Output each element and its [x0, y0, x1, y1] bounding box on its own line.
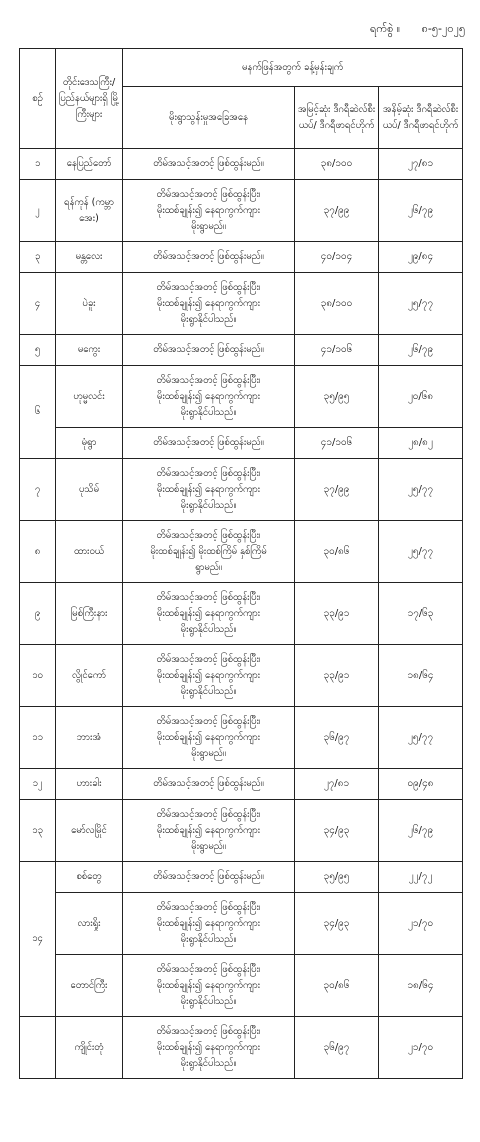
table-row: [20, 366, 463, 428]
condition-line: မိုးထစ်ချုန်း၍ နေရာကွက်ကျား: [156, 1041, 261, 1053]
table-row: [20, 180, 463, 242]
condition-line: မိုးထစ်ချုန်း၍ နေရာကွက်ကျား: [156, 483, 261, 495]
min-temp: ၂၇/၈၁: [379, 149, 463, 180]
max-temp: ၃၅/၉၅: [295, 366, 379, 428]
condition-line: တိမ်အသင့်အတင့် ဖြစ်ထွန်းမည်။: [153, 344, 264, 355]
weather-condition: [123, 645, 295, 707]
condition-line: ရွာမည်။: [195, 561, 222, 573]
condition-line: မိုးရွာနိုင်ပါသည်။: [180, 1057, 237, 1069]
condition-line: တိမ်အသင့်အတင့် ဖြစ်ထွန်းမည်။: [153, 871, 264, 882]
table-row: [20, 273, 463, 335]
forecast-table: [19, 48, 463, 1079]
condition-line: မိုးရွာမည်။: [191, 220, 226, 232]
row-number: ၆: [20, 366, 56, 459]
min-temp: ၂၅/၇၇: [379, 459, 463, 521]
min-temp: ၂၆/၇၉: [379, 335, 463, 366]
table-row: [20, 242, 463, 273]
weather-condition: [123, 521, 295, 583]
min-temp: ၂၆/၇၉: [379, 180, 463, 242]
condition-line: မိုးထစ်ချုန်း၍ မိုးထစ်ကြိမ် နှစ်ကြိမ်: [150, 545, 267, 557]
city-name: ပဲခူး: [56, 273, 123, 335]
condition-line: မိုးရွာနိုင်ပါသည်။: [180, 995, 237, 1007]
condition-line: မိုးရွာမည်။: [191, 840, 226, 852]
weather-condition: [123, 335, 295, 366]
min-temp: ၁၇/၆၃: [379, 583, 463, 645]
condition-line: မိုးထစ်ချုန်း၍ နေရာကွက်ကျား: [156, 390, 261, 402]
table-row: [20, 459, 463, 521]
table-row: [20, 1017, 463, 1079]
max-temp: ၃၇/၉၉: [295, 180, 379, 242]
weather-condition: [123, 459, 295, 521]
max-temp: ၄၀/၁၀၄: [295, 242, 379, 273]
row-number: ၇: [20, 459, 56, 521]
min-temp: ၁၈/၆၄: [379, 645, 463, 707]
min-temp: ၂၅/၇၇: [379, 707, 463, 769]
table-row: [20, 428, 463, 459]
row-number: ၁: [20, 149, 56, 180]
condition-line: တိမ်အသင့်အတင့် ဖြစ်ထွန်းပြီး၊: [156, 467, 261, 479]
row-number: ၁၂: [20, 769, 56, 800]
condition-line: မိုးထစ်ချုန်း၍ နေရာကွက်ကျား: [156, 607, 261, 619]
city-name: တောင်ကြီး: [56, 955, 123, 1017]
max-temp: ၄၁/၁၀၆: [295, 428, 379, 459]
header-no: စဉ်: [20, 49, 56, 149]
row-number: [20, 1017, 56, 1079]
city-name: ကျိုင်းတုံ: [56, 1017, 123, 1079]
table-row: [20, 583, 463, 645]
condition-line: မိုးထစ်ချုန်း၍ နေရာကွက်ကျား: [156, 669, 261, 681]
city-name: ပုသိမ်: [56, 459, 123, 521]
condition-line: တိမ်အသင့်အတင့် ဖြစ်ထွန်းပြီး၊: [156, 963, 261, 975]
date-label: ရက်စွဲ ။: [370, 22, 401, 35]
city-name: ထားဝယ်: [56, 521, 123, 583]
condition-line: တိမ်အသင့်အတင့် ဖြစ်ထွန်းမည်။: [153, 778, 264, 789]
row-number: ၁၁: [20, 707, 56, 769]
condition-line: မိုးရွာနိုင်ပါသည်။: [180, 406, 237, 418]
row-number: ၈: [20, 521, 56, 583]
row-number: ၁၀: [20, 645, 56, 707]
condition-line: မိုးထစ်ချုန်း၍ နေရာကွက်ကျား: [156, 297, 261, 309]
condition-line: တိမ်အသင့်အတင့် ဖြစ်ထွန်းပြီး၊: [156, 653, 261, 665]
city-name: နေပြည်တော်: [56, 149, 123, 180]
city-name: စစ်တွေ: [56, 862, 123, 893]
city-name: မြစ်ကြီးနား: [56, 583, 123, 645]
row-number: ၄: [20, 273, 56, 335]
weather-condition: [123, 242, 295, 273]
row-number: ၁၃: [20, 800, 56, 862]
header-max-temp: အမြင့်ဆုံး ဒီဂရီဆဲလ်စီးယပ်/ ဒီဂရီဖာရင်ဟိုက်: [295, 87, 379, 149]
table-row: [20, 800, 463, 862]
max-temp: ၃၈/၁၀၀: [295, 273, 379, 335]
min-temp: ၂၁/၇၀: [379, 1017, 463, 1079]
weather-condition: [123, 273, 295, 335]
city-name: မကွေး: [56, 335, 123, 366]
condition-line: မိုးရွာနိုင်ပါသည်။: [180, 623, 237, 635]
row-number: ၃: [20, 242, 56, 273]
max-temp: ၃၄/၉၃: [295, 893, 379, 955]
condition-line: တိမ်အသင့်အတင့် ဖြစ်ထွန်းမည်။: [153, 437, 264, 448]
table-row: [20, 862, 463, 893]
table-row: [20, 955, 463, 1017]
min-temp: ၂၈/၈၂: [379, 428, 463, 459]
max-temp: ၃၃/၉၁: [295, 645, 379, 707]
weather-condition: [123, 180, 295, 242]
condition-line: မိုးထစ်ချုန်း၍ နေရာကွက်ကျား: [156, 824, 261, 836]
date-line: [370, 22, 465, 38]
weather-condition: [123, 707, 295, 769]
condition-line: တိမ်အသင့်အတင့် ဖြစ်ထွန်းပြီး၊: [156, 529, 261, 541]
max-temp: ၂၇/၈၁: [295, 769, 379, 800]
weather-condition: [123, 893, 295, 955]
weather-condition: [123, 149, 295, 180]
condition-line: မိုးရွာမည်။: [191, 747, 226, 759]
weather-condition: [123, 955, 295, 1017]
table-row: [20, 769, 463, 800]
condition-line: တိမ်အသင့်အတင့် ဖြစ်ထွန်းပြီး၊: [156, 808, 261, 820]
max-temp: ၃၀/၈၆: [295, 955, 379, 1017]
table-row: [20, 149, 463, 180]
date-value: ၈-၅-၂၀၂၅: [421, 22, 466, 35]
min-temp: ၀၉/၄၈: [379, 769, 463, 800]
city-name: လားရှိုး: [56, 893, 123, 955]
condition-line: တိမ်အသင့်အတင့် ဖြစ်ထွန်းပြီး၊: [156, 374, 261, 386]
condition-line: တိမ်အသင့်အတင့် ဖြစ်ထွန်းပြီး၊: [156, 188, 261, 200]
condition-line: တိမ်အသင့်အတင့် ဖြစ်ထွန်းပြီး၊: [156, 281, 261, 293]
weather-condition: [123, 862, 295, 893]
condition-line: တိမ်အသင့်အတင့် ဖြစ်ထွန်းပြီး၊: [156, 591, 261, 603]
table-row: [20, 645, 463, 707]
table-row: [20, 893, 463, 955]
row-number: ၉: [20, 583, 56, 645]
row-number: ၂: [20, 180, 56, 242]
condition-line: တိမ်အသင့်အတင့် ဖြစ်ထွန်းမည်။: [153, 251, 264, 262]
min-temp: ၂၉/၈၄: [379, 242, 463, 273]
condition-line: မိုးထစ်ချုန်း၍ နေရာကွက်ကျား: [156, 979, 261, 991]
min-temp: ၂၅/၇၇: [379, 273, 463, 335]
weather-condition: [123, 1017, 295, 1079]
row-number: ၁၄: [20, 862, 56, 1017]
weather-condition: [123, 366, 295, 428]
min-temp: ၂၆/၇၉: [379, 800, 463, 862]
city-name: ဟုမ္မလင်း: [56, 366, 123, 428]
max-temp: ၄၁/၁၀၆: [295, 335, 379, 366]
header-min-temp: အနိမ့်ဆုံး ဒီဂရီဆဲလ်စီးယပ်/ ဒီဂရီဖာရင်ဟိုက်: [379, 87, 463, 149]
condition-line: မိုးထစ်ချုန်း၍ နေရာကွက်ကျား: [156, 204, 261, 216]
weather-condition: [123, 800, 295, 862]
header-forecast: မနက်ဖြန်အတွက် ခန့်မှန်းချက်: [123, 49, 463, 87]
max-temp: ၃၇/၉၉: [295, 459, 379, 521]
city-name: မုံရွာ: [56, 428, 123, 459]
max-temp: ၃၆/၉၇: [295, 707, 379, 769]
table-row: [20, 521, 463, 583]
city-name: ရန်ကုန် (ကမ္ဘာအေး): [56, 180, 123, 242]
header-weather: မိုးရွာသွန်းမှုအခြေအနေ: [123, 87, 295, 149]
weather-condition: [123, 583, 295, 645]
header-city: တိုင်းဒေသကြီး/ ပြည်နယ်များရှိ မြို့ကြီးများ: [56, 49, 123, 149]
table-row: [20, 707, 463, 769]
min-temp: ၂၂/၇၂: [379, 862, 463, 893]
condition-line: မိုးရွာနိုင်ပါသည်။: [180, 313, 237, 325]
city-name: မော်လမြိုင်: [56, 800, 123, 862]
condition-line: မိုးရွာနိုင်ပါသည်။: [180, 933, 237, 945]
max-temp: ၃၃/၉၁: [295, 583, 379, 645]
min-temp: ၂၁/၇၀: [379, 893, 463, 955]
max-temp: ၃၅/၉၅: [295, 862, 379, 893]
max-temp: ၃၈/၁၀၀: [295, 149, 379, 180]
row-number: ၅: [20, 335, 56, 366]
weather-condition: [123, 428, 295, 459]
min-temp: ၂၅/၇၇: [379, 521, 463, 583]
condition-line: မိုးရွာနိုင်ပါသည်။: [180, 499, 237, 511]
city-name: မန္တလေး: [56, 242, 123, 273]
max-temp: ၃၄/၉၃: [295, 800, 379, 862]
city-name: လွိုင်ကော်: [56, 645, 123, 707]
condition-line: တိမ်အသင့်အတင့် ဖြစ်ထွန်းပြီး၊: [156, 715, 261, 727]
city-name: ဘားအံ: [56, 707, 123, 769]
weather-condition: [123, 769, 295, 800]
city-name: ဟားခါး: [56, 769, 123, 800]
condition-line: မိုးထစ်ချုန်း၍ နေရာကွက်ကျား: [156, 731, 261, 743]
table-row: [20, 335, 463, 366]
min-temp: ၂၀/၆၈: [379, 366, 463, 428]
condition-line: မိုးထစ်ချုန်း၍ နေရာကွက်ကျား: [156, 917, 261, 929]
condition-line: တိမ်အသင့်အတင့် ဖြစ်ထွန်းပြီး၊: [156, 1025, 261, 1037]
max-temp: ၃၀/၈၆: [295, 521, 379, 583]
condition-line: မိုးရွာနိုင်ပါသည်။: [180, 685, 237, 697]
condition-line: တိမ်အသင့်အတင့် ဖြစ်ထွန်းမည်။: [153, 158, 264, 169]
min-temp: ၁၈/၆၄: [379, 955, 463, 1017]
max-temp: ၃၆/၉၇: [295, 1017, 379, 1079]
condition-line: တိမ်အသင့်အတင့် ဖြစ်ထွန်းပြီး၊: [156, 901, 261, 913]
